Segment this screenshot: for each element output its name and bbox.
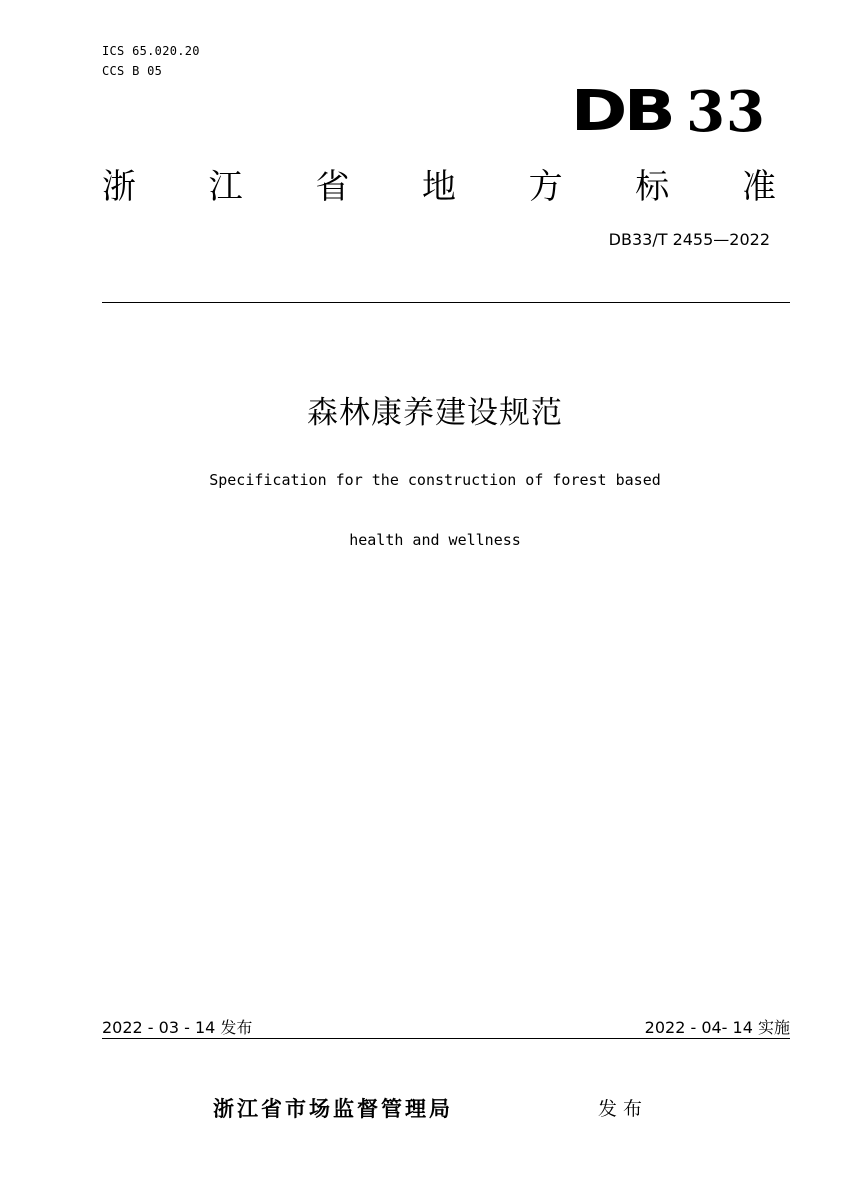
issue-label: 发布	[598, 1098, 649, 1120]
title-chinese: 森林康养建设规范	[307, 395, 563, 431]
db33-mark	[570, 78, 766, 145]
standard-type-heading	[102, 164, 776, 210]
standard-type-char: 方	[528, 167, 563, 207]
db-mark-number: 33	[686, 79, 766, 145]
publisher-name: 浙江省市场监督管理局	[213, 1097, 453, 1121]
ics-code: ICS 65.020.20	[102, 44, 200, 58]
title-english-line-1: Specification for the construction of forest based	[209, 471, 661, 489]
ccs-code: CCS B 05	[102, 64, 163, 78]
publish-date: 2022 - 03 - 14 发布	[102, 1018, 253, 1037]
standard-type-char: 准	[741, 167, 776, 207]
standard-type-char: 江	[208, 167, 243, 207]
top-divider	[102, 302, 790, 303]
standard-type-char: 浙	[102, 167, 136, 207]
standard-type-char: 标	[635, 167, 670, 207]
bottom-divider	[102, 1038, 790, 1039]
standard-type-char: 省	[315, 167, 350, 207]
title-english-line-2: health and wellness	[349, 531, 521, 549]
standard-number: DB33/T 2455—2022	[608, 230, 770, 249]
db-mark-letters: DB	[570, 79, 673, 144]
standard-type-char: 地	[421, 167, 456, 207]
implementation-date: 2022 - 04- 14 实施	[644, 1018, 790, 1037]
